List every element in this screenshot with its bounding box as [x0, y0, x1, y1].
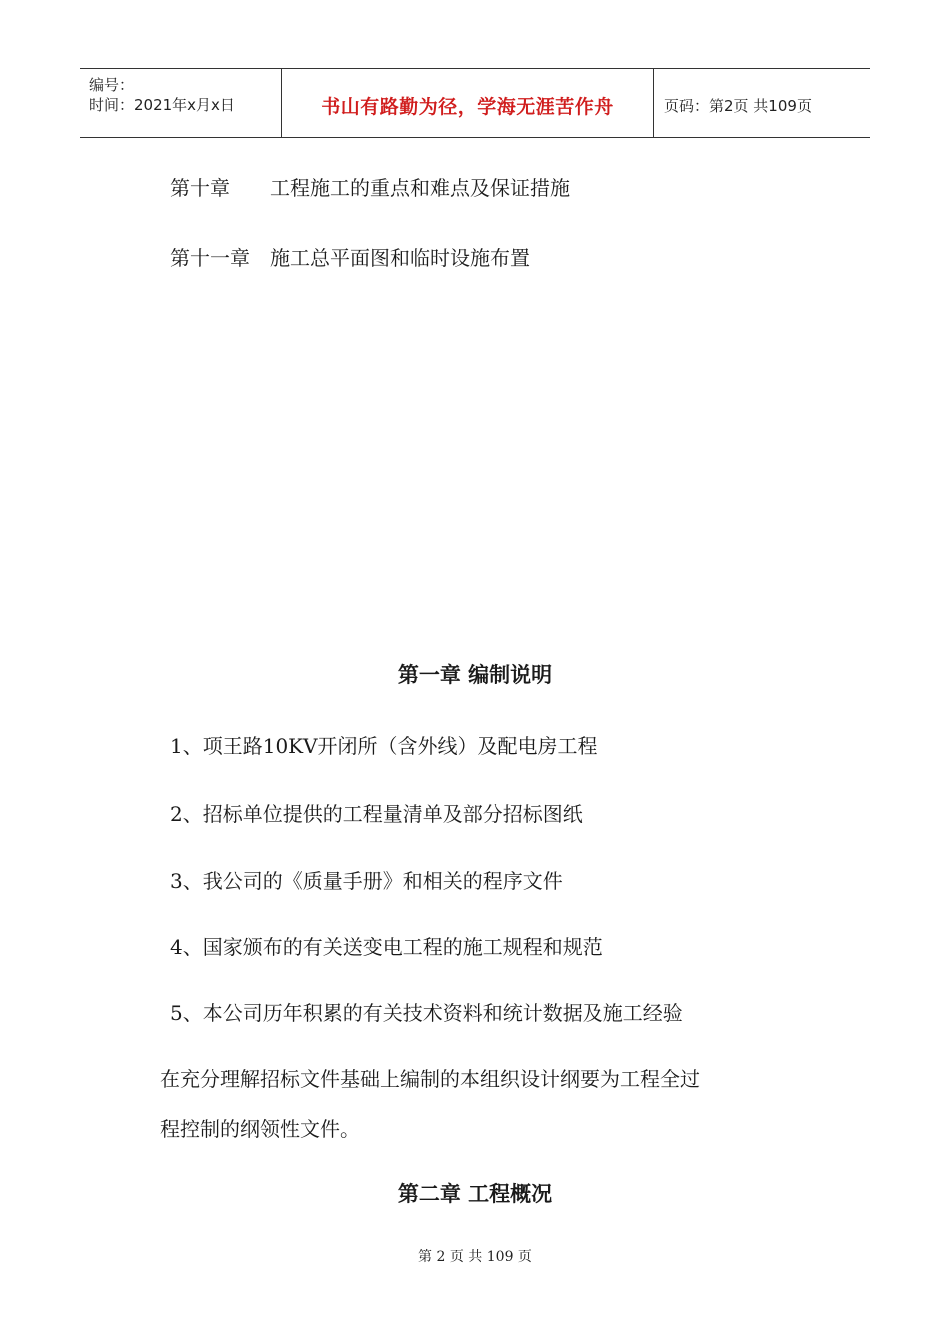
toc-chapter: 第十一章: [170, 246, 250, 270]
list-item: 1、项王路10KV开闭所（含外线）及配电房工程: [170, 734, 598, 758]
toc-chapter: 第十章: [170, 176, 230, 200]
list-item: 3、我公司的《质量手册》和相关的程序文件: [170, 869, 563, 893]
toc-title: 施工总平面图和临时设施布置: [270, 246, 530, 270]
header-motto: 书山有路勤为径，学海无涯苦作舟: [282, 69, 654, 137]
list-item: 5、本公司历年积累的有关技术资料和统计数据及施工经验: [170, 1001, 683, 1025]
toc-entry-11: [170, 242, 530, 271]
page-footer: 第 2 页 共 109 页: [418, 1249, 532, 1265]
header-page-info: 页码：第2页 共109页: [664, 96, 812, 115]
list-item: 2、招标单位提供的工程量清单及部分招标图纸: [170, 802, 583, 826]
paragraph-line-1: 在充分理解招标文件基础上编制的本组织设计纲要为工程全过: [160, 1067, 700, 1091]
paragraph-line-2: 程控制的纲领性文件。: [160, 1117, 360, 1141]
chapter-1-heading: 第一章 编制说明: [397, 663, 553, 687]
toc-entry-10: [170, 172, 570, 201]
number-label: 编号：: [89, 76, 135, 94]
list-item: 4、国家颁布的有关送变电工程的施工规程和规范: [170, 935, 603, 959]
header-meta: [80, 69, 282, 137]
page-header: [80, 68, 870, 138]
toc-title: 工程施工的重点和难点及保证措施: [270, 176, 570, 200]
chapter-2-heading: 第二章 工程概况: [397, 1182, 553, 1206]
date-label: 时间：2021年x月x日: [89, 96, 235, 114]
